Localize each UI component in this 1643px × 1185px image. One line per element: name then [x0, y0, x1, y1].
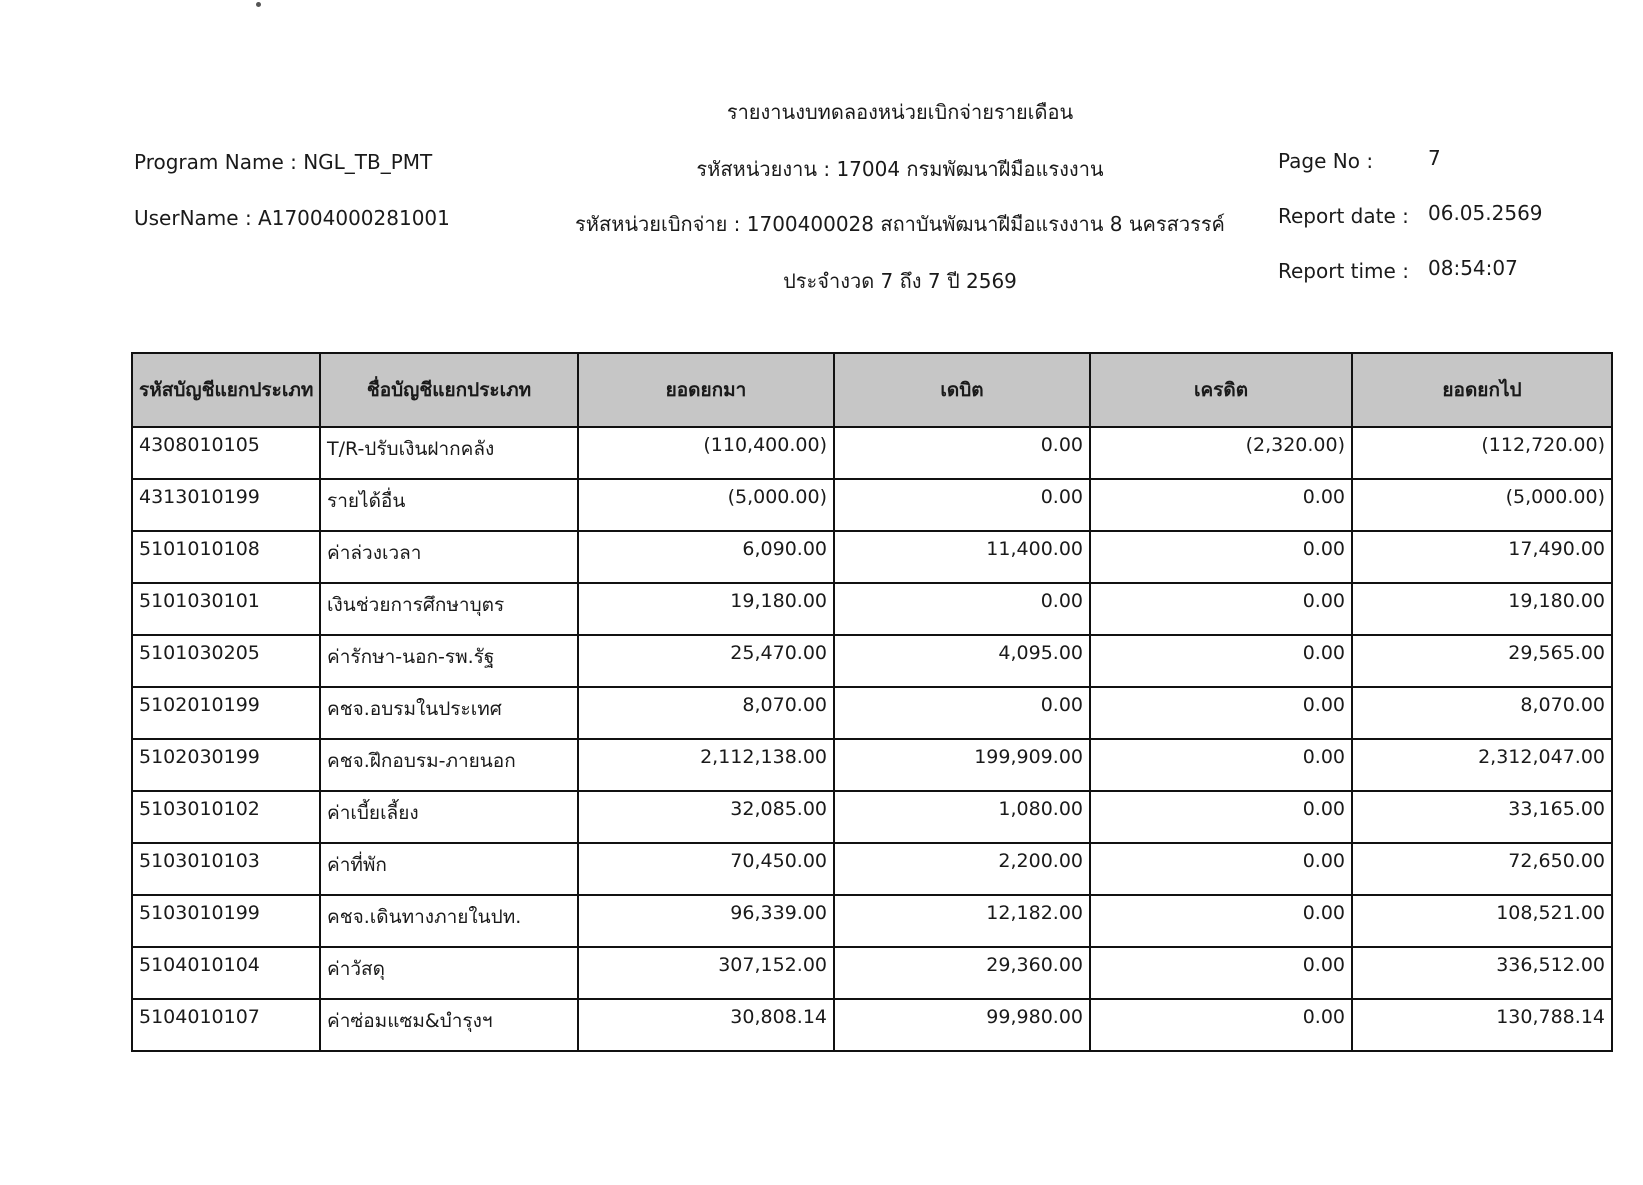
- cell-account-name: รายได้อื่น: [320, 479, 578, 531]
- cell-debit: 199,909.00: [834, 739, 1090, 791]
- cell-credit: 0.00: [1090, 895, 1352, 947]
- cell-carried-forward: 33,165.00: [1352, 791, 1612, 843]
- table-row: [132, 687, 1612, 739]
- cell-brought-forward: 6,090.00: [578, 531, 834, 583]
- table-row: [132, 895, 1612, 947]
- table-row: [132, 479, 1612, 531]
- cell-brought-forward: 25,470.00: [578, 635, 834, 687]
- col-header-carried-forward: ยอดยกไป: [1352, 353, 1612, 427]
- cell-account-name: T/R-ปรับเงินฝากคลัง: [320, 427, 578, 479]
- cell-carried-forward: 2,312,047.00: [1352, 739, 1612, 791]
- report-time-value: 08:54:07: [1428, 256, 1518, 280]
- cell-credit: 0.00: [1090, 843, 1352, 895]
- cell-account-name: คชจ.อบรมในประเทศ: [320, 687, 578, 739]
- cell-credit: 0.00: [1090, 635, 1352, 687]
- cell-brought-forward: 8,070.00: [578, 687, 834, 739]
- table-row: [132, 635, 1612, 687]
- cell-brought-forward: 96,339.00: [578, 895, 834, 947]
- cell-carried-forward: 336,512.00: [1352, 947, 1612, 999]
- cell-account-code: 5104010107: [132, 999, 320, 1051]
- username: UserName : A17004000281001: [134, 206, 450, 230]
- table-row: [132, 843, 1612, 895]
- cell-credit: 0.00: [1090, 583, 1352, 635]
- cell-brought-forward: 32,085.00: [578, 791, 834, 843]
- cell-account-name: คชจ.เดินทางภายในปท.: [320, 895, 578, 947]
- cell-account-name: คชจ.ฝึกอบรม-ภายนอก: [320, 739, 578, 791]
- cell-brought-forward: 2,112,138.00: [578, 739, 834, 791]
- cell-credit: 0.00: [1090, 687, 1352, 739]
- cell-carried-forward: 72,650.00: [1352, 843, 1612, 895]
- cell-brought-forward: 30,808.14: [578, 999, 834, 1051]
- report-date-label: Report date :: [1278, 204, 1409, 228]
- cell-account-name: ค่าที่พัก: [320, 843, 578, 895]
- col-header-brought-forward: ยอดยกมา: [578, 353, 834, 427]
- table-row: [132, 947, 1612, 999]
- cell-debit: 12,182.00: [834, 895, 1090, 947]
- cell-carried-forward: 29,565.00: [1352, 635, 1612, 687]
- cell-credit: 0.00: [1090, 739, 1352, 791]
- cell-debit: 29,360.00: [834, 947, 1090, 999]
- page-no-value: 7: [1428, 146, 1441, 170]
- cell-carried-forward: 19,180.00: [1352, 583, 1612, 635]
- table-header-row: [132, 353, 1612, 427]
- cell-account-name: ค่ารักษา-นอก-รพ.รัฐ: [320, 635, 578, 687]
- scan-speck: [256, 2, 261, 7]
- table-row: [132, 791, 1612, 843]
- cell-brought-forward: 19,180.00: [578, 583, 834, 635]
- cell-account-code: 5101010108: [132, 531, 320, 583]
- table-row: [132, 739, 1612, 791]
- cell-brought-forward: (5,000.00): [578, 479, 834, 531]
- cell-account-code: 5104010104: [132, 947, 320, 999]
- cell-credit: 0.00: [1090, 531, 1352, 583]
- cell-credit: 0.00: [1090, 947, 1352, 999]
- period-line: ประจำงวด 7 ถึง 7 ปี 2569: [783, 269, 1017, 293]
- cell-account-code: 5102030199: [132, 739, 320, 791]
- col-header-account-code: รหัสบัญชีแยกประเภท: [132, 353, 320, 427]
- cell-carried-forward: 17,490.00: [1352, 531, 1612, 583]
- cell-brought-forward: 307,152.00: [578, 947, 834, 999]
- cell-account-name: เงินช่วยการศึกษาบุตร: [320, 583, 578, 635]
- cell-account-name: ค่าเบี้ยเลี้ยง: [320, 791, 578, 843]
- report-date-value: 06.05.2569: [1428, 201, 1543, 225]
- cell-account-code: 5102010199: [132, 687, 320, 739]
- cell-account-code: 5103010103: [132, 843, 320, 895]
- cell-carried-forward: 130,788.14: [1352, 999, 1612, 1051]
- cell-carried-forward: (5,000.00): [1352, 479, 1612, 531]
- trial-balance-table: [131, 352, 1613, 1052]
- cell-credit: 0.00: [1090, 479, 1352, 531]
- table-row: [132, 999, 1612, 1051]
- page-no-label: Page No :: [1278, 149, 1374, 173]
- cell-credit: (2,320.00): [1090, 427, 1352, 479]
- cell-credit: 0.00: [1090, 999, 1352, 1051]
- cell-debit: 2,200.00: [834, 843, 1090, 895]
- report-title: รายงานงบทดลองหน่วยเบิกจ่ายรายเดือน: [726, 100, 1074, 124]
- cell-account-code: 4308010105: [132, 427, 320, 479]
- cell-debit: 1,080.00: [834, 791, 1090, 843]
- cell-account-name: ค่าวัสดุ: [320, 947, 578, 999]
- cell-debit: 99,980.00: [834, 999, 1090, 1051]
- cell-carried-forward: 108,521.00: [1352, 895, 1612, 947]
- report-time-label: Report time :: [1278, 259, 1409, 283]
- department-line: รหัสหน่วยงาน : 17004 กรมพัฒนาฝีมือแรงงาน: [696, 157, 1104, 181]
- cell-brought-forward: (110,400.00): [578, 427, 834, 479]
- table-row: [132, 427, 1612, 479]
- table-row: [132, 531, 1612, 583]
- program-name: Program Name : NGL_TB_PMT: [134, 150, 433, 174]
- cell-account-code: 5103010199: [132, 895, 320, 947]
- cell-carried-forward: (112,720.00): [1352, 427, 1612, 479]
- table-row: [132, 583, 1612, 635]
- col-header-account-name: ชื่อบัญชีแยกประเภท: [320, 353, 578, 427]
- cell-debit: 0.00: [834, 687, 1090, 739]
- cell-carried-forward: 8,070.00: [1352, 687, 1612, 739]
- cell-debit: 0.00: [834, 479, 1090, 531]
- cell-debit: 0.00: [834, 583, 1090, 635]
- cell-account-code: 5101030101: [132, 583, 320, 635]
- cell-credit: 0.00: [1090, 791, 1352, 843]
- cell-debit: 0.00: [834, 427, 1090, 479]
- col-header-debit: เดบิต: [834, 353, 1090, 427]
- col-header-credit: เครดิต: [1090, 353, 1352, 427]
- cell-account-code: 5103010102: [132, 791, 320, 843]
- cell-account-name: ค่าซ่อมแซม&บำรุงฯ: [320, 999, 578, 1051]
- cell-account-name: ค่าล่วงเวลา: [320, 531, 578, 583]
- cell-debit: 11,400.00: [834, 531, 1090, 583]
- cell-account-code: 5101030205: [132, 635, 320, 687]
- cell-account-code: 4313010199: [132, 479, 320, 531]
- cell-brought-forward: 70,450.00: [578, 843, 834, 895]
- disbursement-unit-line: รหัสหน่วยเบิกจ่าย : 1700400028 สถาบันพัฒนาฝีมือแรงงาน 8 นครสวรรค์: [575, 212, 1225, 236]
- cell-debit: 4,095.00: [834, 635, 1090, 687]
